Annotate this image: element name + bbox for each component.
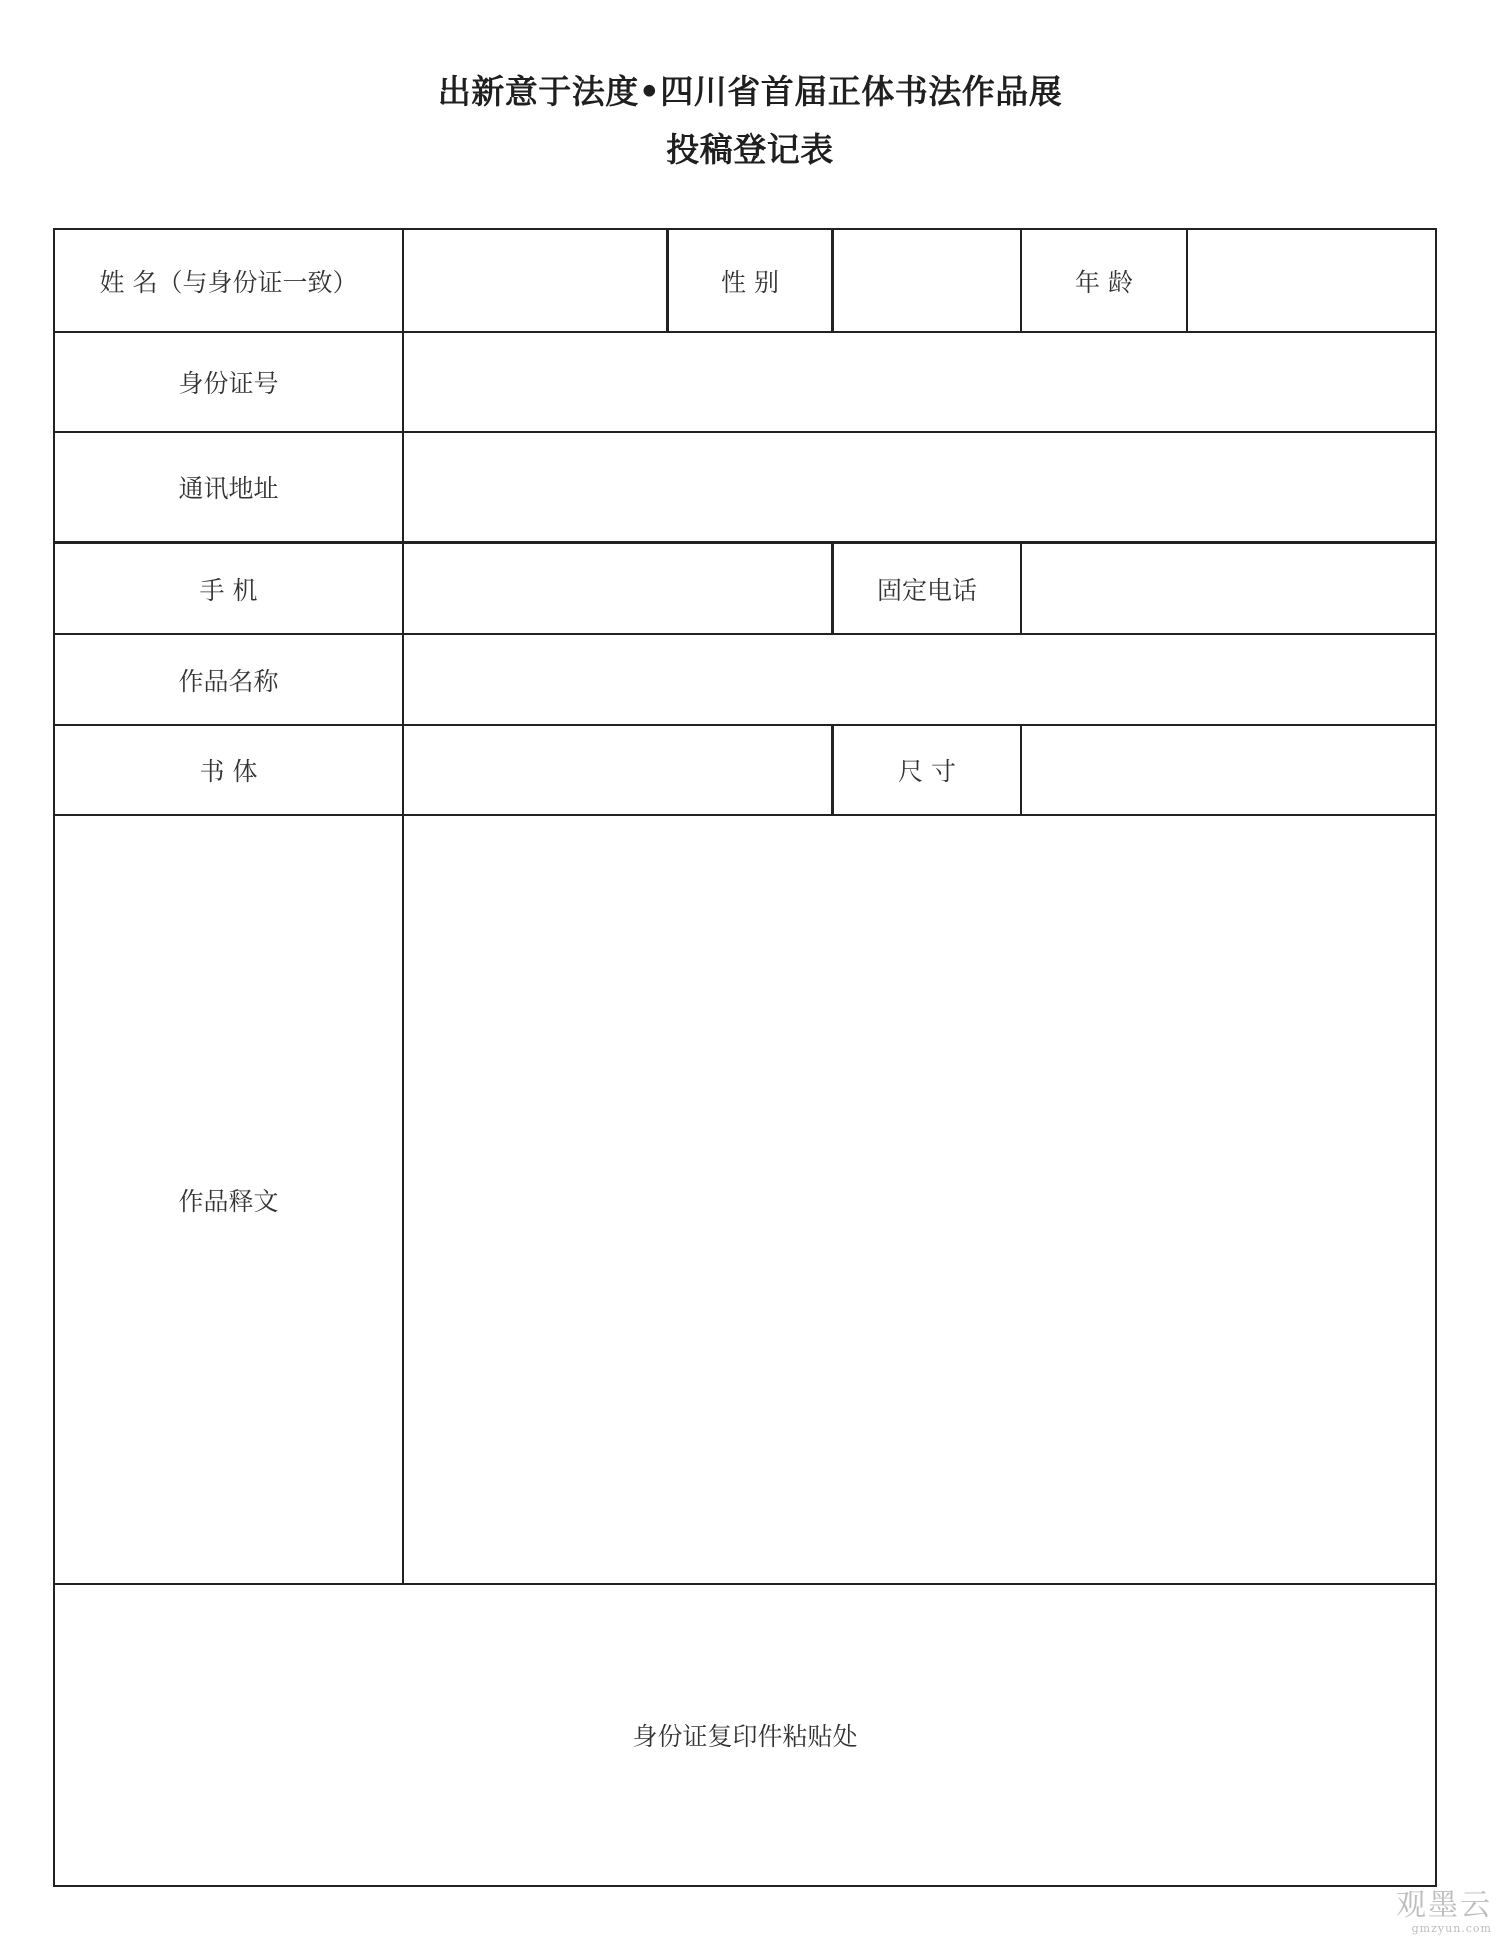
gender-field[interactable] xyxy=(834,230,1020,331)
name-label: 姓 名（与身份证一致） xyxy=(99,267,358,297)
work-title-field[interactable] xyxy=(404,635,1435,724)
address-label: 通讯地址 xyxy=(178,474,279,503)
name-field[interactable] xyxy=(404,230,666,331)
form-subtitle: 投稿登记表 xyxy=(666,130,834,169)
landline-label: 固定电话 xyxy=(876,575,977,605)
size-field[interactable] xyxy=(1022,726,1435,814)
registration-table xyxy=(53,228,1437,1887)
work-text-field[interactable] xyxy=(404,816,1435,1583)
age-label: 年 龄 xyxy=(1075,267,1133,297)
script-style-label: 书 体 xyxy=(199,757,258,786)
mobile-field[interactable] xyxy=(404,544,831,633)
watermark-url: gmzyun.com xyxy=(1411,1922,1492,1935)
id-copy-area[interactable]: 身份证复印件粘贴处 xyxy=(632,1722,858,1751)
size-label: 尺 寸 xyxy=(898,757,956,786)
gender-label: 性 别 xyxy=(721,267,779,297)
id-number-field[interactable] xyxy=(404,333,1435,431)
watermark-logo xyxy=(1396,1889,1492,1935)
form-title: 出新意于法度•四川省首届正体书法作品展 xyxy=(437,72,1063,111)
id-number-label: 身份证号 xyxy=(178,369,279,398)
work-text-label: 作品释文 xyxy=(178,1186,279,1216)
watermark-text: 观墨云 xyxy=(1396,1888,1492,1923)
landline-field[interactable] xyxy=(1022,544,1435,633)
mobile-label: 手 机 xyxy=(199,575,258,605)
age-field[interactable] xyxy=(1188,230,1435,331)
work-title-label: 作品名称 xyxy=(178,666,279,696)
script-style-field[interactable] xyxy=(404,726,831,814)
address-field[interactable] xyxy=(404,433,1435,541)
